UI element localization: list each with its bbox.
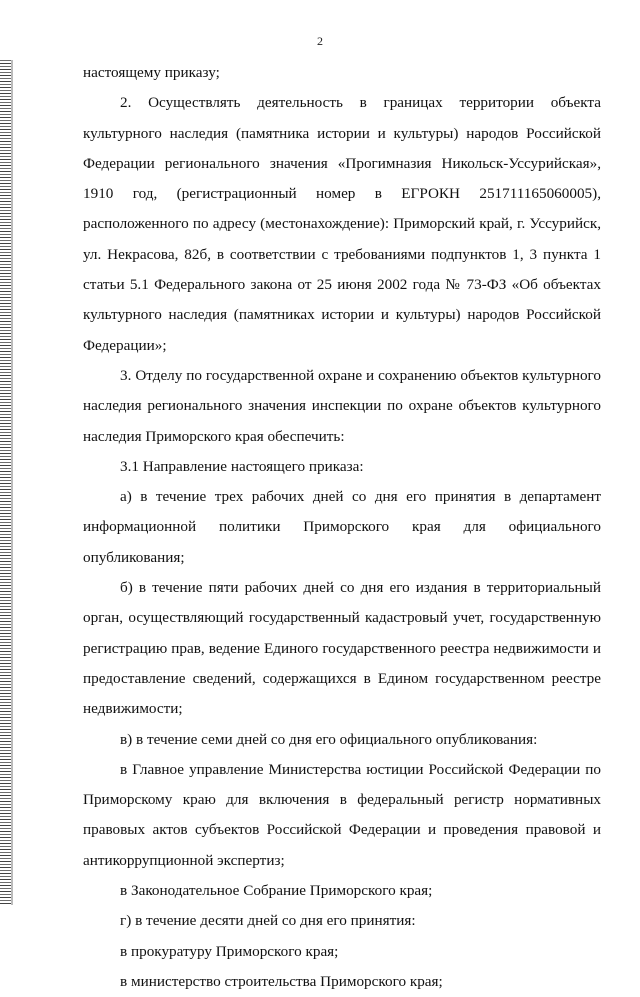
paragraph-ministry-justice: в Главное управление Министерства юстиции Российской Федерации по Приморскому краю для включения в федеральный регистр нормативных правовых актов субъектов Российской Федерации и проведения правовой и антикоррупционной экспертиз; <box>83 760 601 869</box>
paragraph-item-3-1: 3.1 Направление настоящего приказа: <box>120 457 364 475</box>
paragraph-legislative-assembly: в Законодательное Собрание Приморского края; <box>120 882 433 900</box>
paragraph-item-3: 3. Отделу по государственной охране и сохранению объектов культурного наследия регионального значения инспекции по охране объектов культурного наследия Приморского края обеспечить: <box>83 366 601 445</box>
paragraph-subitem-b: б) в течение пяти рабочих дней со дня его издания в территориальный орган, осуществляющий государственный кадастровый учет, государственную регистрацию прав, ведение Единого государственного реестра недвижимости и предоставление сведений, содержащихся в Едином государственном реестре недвижимости; <box>83 579 601 718</box>
scan-edge-artifact <box>0 60 11 905</box>
paragraph-item-2: 2. Осуществлять деятельность в границах территории объекта культурного наследия (памятника истории и культуры) народов Российской Федерации регионального значения «Прогимназия Никольск-Уссурийская», 1910 год, (регистрационный номер в ЕГРОКН 251711165060005), расположенного по адресу (местонахождение): Приморский край, г. Уссурийск, ул. Некрасова, 82б, в соответствии с требованиями подпунктов 1, 3 пункта 1 статьи 5.1 Федерального закона от 25 июня 2002 года № 73-ФЗ «Об объектах культурного наследия (памятниках истории и культуры) народов Российской Федерации»; <box>83 94 601 354</box>
paragraph-prosecutor: в прокуратуру Приморского края; <box>120 942 339 960</box>
paragraph-continuation: настоящему приказу; <box>83 64 220 81</box>
page-number: 2 <box>317 34 323 48</box>
paragraph-subitem-g: г) в течение десяти дней со дня его принятия: <box>120 912 416 930</box>
paragraph-ministry-construction: в министерство строительства Приморского края; <box>120 972 443 990</box>
scan-edge-line <box>11 60 13 905</box>
paragraph-subitem-a: а) в течение трех рабочих дней со дня его принятия в департамент информационной политики Приморского края для официального опубликования; <box>83 488 601 566</box>
paragraph-subitem-v: в) в течение семи дней со дня его официального опубликования: <box>120 730 538 748</box>
document-body <box>83 58 601 997</box>
